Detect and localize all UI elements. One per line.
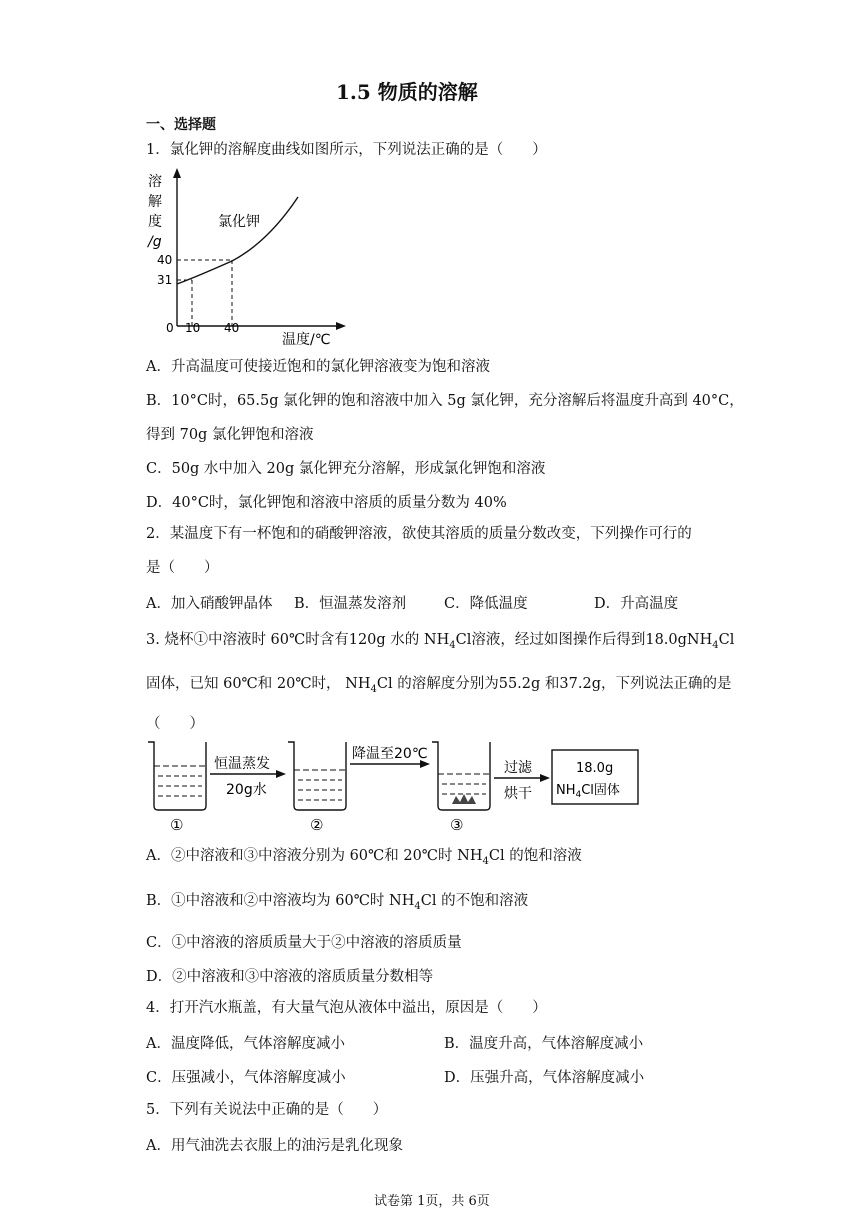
q3-process-diagram xyxy=(146,738,646,834)
page-title: 1.5 物质的溶解 xyxy=(336,80,478,104)
q3-stem-line3: （ ） xyxy=(146,716,204,732)
q2-stem-line2: 是（ ） xyxy=(146,560,219,576)
q5-stem: 5．下列有关说法中正确的是（ ） xyxy=(146,1102,388,1118)
q5-option-a: A．用气油洗去衣服上的油污是乳化现象 xyxy=(146,1138,403,1154)
graph-ytick-40: 40 xyxy=(157,253,173,267)
q1-option-b-line1: B．10°C时，65.5g 氯化钾的饱和溶液中加入 5g 氯化钾，充分溶解后将温度升高到 40°C， xyxy=(146,393,744,409)
graph-curve xyxy=(177,197,298,284)
graph-xtick-0: 0 xyxy=(166,321,174,335)
beaker-label-2: ② xyxy=(310,816,324,834)
graph-y-arrow xyxy=(173,168,181,178)
q2-option-d: D．升高温度 xyxy=(594,596,679,612)
page-footer: 试卷第 1页，共 6页 xyxy=(374,1194,490,1209)
graph-ytick-31: 31 xyxy=(157,273,173,287)
q4-option-a: A．温度降低，气体溶解度减小 xyxy=(146,1036,345,1052)
beaker-label-1: ① xyxy=(170,816,184,834)
graph-x-arrow xyxy=(336,322,346,330)
graph-ylabel-2: 解 xyxy=(148,194,162,210)
q4-stem: 4．打开汽水瓶盖，有大量气泡从液体中溢出，原因是（ ） xyxy=(146,1000,547,1016)
step2-label: 降温至20℃ xyxy=(352,746,428,762)
beaker-3 xyxy=(432,742,490,834)
step3-top: 过滤 xyxy=(504,760,532,776)
result-substance: $NH_4Cl$固体 xyxy=(556,783,620,800)
graph-xtick-40: 40 xyxy=(224,321,240,335)
graph-ylabel-3: 度 xyxy=(148,214,162,230)
result-mass: 18.0g xyxy=(576,761,614,776)
beaker-1 xyxy=(148,742,206,834)
graph-xtick-10: 10 xyxy=(185,321,201,335)
step1-top: 恒温蒸发 xyxy=(214,756,270,772)
q2-option-a: A．加入硝酸钾晶体 xyxy=(146,596,273,612)
q1-option-c: C．50g 水中加入 20g 氯化钾充分溶解，形成氯化钾饱和溶液 xyxy=(146,461,546,477)
q2-option-c: C．降低温度 xyxy=(444,596,528,612)
q4-option-c: C．压强减小，气体溶解度减小 xyxy=(146,1070,346,1086)
q3-option-a: A．②中溶液和③中溶液分别为 60℃和 20℃时 $NH_4Cl$ 的饱和溶液 xyxy=(146,848,582,867)
q4-option-b: B．温度升高，气体溶解度减小 xyxy=(444,1036,644,1052)
section-heading: 一、选择题 xyxy=(146,117,216,133)
q1-option-d: D．40°C时，氯化钾饱和溶液中溶质的质量分数为 40% xyxy=(146,495,507,511)
q3-option-c: C．①中溶液的溶质质量大于②中溶液的溶质质量 xyxy=(146,935,462,951)
q3-option-b: B．①中溶液和②中溶液均为 60℃时 $NH_4Cl$ 的不饱和溶液 xyxy=(146,893,529,912)
beaker-2 xyxy=(288,742,346,834)
q1-option-b-line2: 得到 70g 氯化钾饱和溶液 xyxy=(146,427,314,443)
step3-bottom: 烘干 xyxy=(504,786,532,802)
q3-stem-line1: 3. 烧杯①中溶液时 60℃时含有120g 水的 $NH_4Cl$溶液，经过如图操作后得到18.0gNH$_4$Cl xyxy=(146,632,735,651)
beaker-label-3: ③ xyxy=(450,816,464,834)
step1-bottom: 20g水 xyxy=(226,782,267,798)
q3-option-d: D．②中溶液和③中溶液的溶质质量分数相等 xyxy=(146,969,434,985)
graph-xlabel: 温度/℃ xyxy=(282,332,331,348)
q1-stem: 1．氯化钾的溶解度曲线如图所示，下列说法正确的是（ ） xyxy=(146,142,547,158)
graph-ylabel-4: /g xyxy=(148,234,162,250)
q2-stem-line1: 2．某温度下有一杯饱和的硝酸钾溶液，欲使其溶质的质量分数改变，下列操作可行的 xyxy=(146,526,692,542)
crystals xyxy=(452,794,476,804)
graph-curve-label: 氯化钾 xyxy=(218,214,260,230)
q2-option-b: B．恒温蒸发溶剂 xyxy=(294,596,407,612)
q3-stem-line2: 固体，已知 60℃和 20℃时， $NH_4Cl$ 的溶解度分别为55.2g 和37.2g，下列说法正确的是 xyxy=(146,676,732,695)
q4-option-d: D．压强升高，气体溶解度减小 xyxy=(444,1070,645,1086)
graph-ylabel-1: 溶 xyxy=(148,174,162,190)
q1-solubility-graph xyxy=(140,164,350,350)
q1-option-a: A．升高温度可使接近饱和的氯化钾溶液变为饱和溶液 xyxy=(146,359,490,375)
